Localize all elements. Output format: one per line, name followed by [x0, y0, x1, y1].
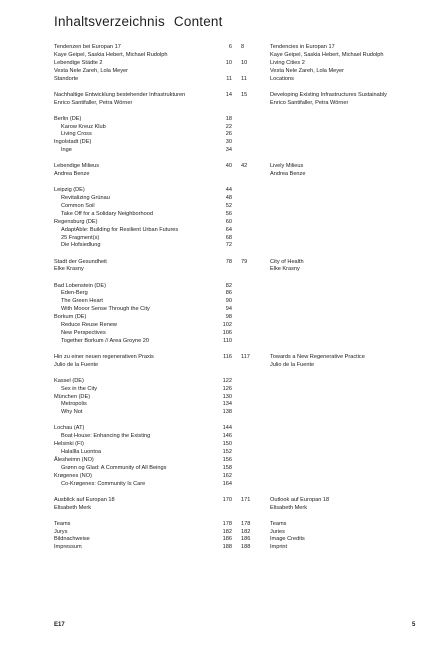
entry-title-de: Boat House: Enhancing the Existing: [61, 433, 151, 440]
footer-journal-label: E17: [54, 622, 65, 628]
toc-entry[interactable]: [54, 497, 398, 505]
toc-group: [54, 163, 398, 179]
page-number-en: 186: [241, 536, 251, 543]
page-number-de: 90: [225, 298, 232, 305]
entry-title-de: Ausblick auf Europan 18: [54, 496, 115, 503]
toc-entry[interactable]: [54, 425, 398, 433]
entry-title-de: Lochau (AT): [54, 425, 85, 432]
entry-title-de: Julio de la Fuente: [54, 361, 99, 368]
page-number-de: 11: [226, 75, 232, 82]
toc-entry[interactable]: [54, 171, 398, 179]
entry-title-en: Locations: [270, 75, 294, 82]
page-number-de: 72: [225, 242, 232, 249]
page-number-de: 48: [225, 195, 232, 202]
page-number-de: 162: [222, 472, 232, 479]
entry-title-de: With Mooor Sense Through the City: [61, 306, 150, 313]
entry-title-de: Take Off for a Solidary Neighborhood: [61, 210, 153, 217]
toc-entry[interactable]: [54, 322, 398, 330]
page-number-de: 34: [225, 147, 232, 154]
page-number-de: 134: [222, 401, 232, 408]
title-en: Content: [173, 14, 223, 29]
page-number-de: 102: [222, 321, 232, 328]
entry-title-de: Lebendige Milieus: [54, 163, 100, 170]
page-number-en: 188: [241, 544, 251, 551]
page-number-de: 44: [225, 187, 232, 194]
toc-entry[interactable]: [54, 219, 398, 227]
page-number-de: 152: [222, 449, 232, 456]
page-number-de: 56: [225, 210, 232, 217]
entry-title-de: 25 Fragment(s): [61, 234, 100, 241]
toc-group: [54, 425, 398, 488]
toc-entry[interactable]: [54, 195, 398, 203]
toc-entry[interactable]: [54, 457, 398, 465]
page-number-de: 130: [222, 393, 232, 400]
entry-title-en: Teams: [270, 520, 287, 527]
page-number-de: 178: [222, 520, 232, 527]
entry-title-de: Standorte: [54, 75, 79, 82]
page-number-de: 186: [222, 536, 232, 543]
toc-entry[interactable]: [54, 227, 398, 235]
toc-entry[interactable]: [54, 147, 398, 155]
toc-entry[interactable]: [54, 68, 398, 76]
page-number-en: 79: [241, 258, 248, 265]
toc-group: [54, 44, 398, 83]
entry-title-de: Leipzig (DE): [54, 187, 85, 194]
toc-group: [54, 259, 398, 275]
toc-entry[interactable]: [54, 100, 398, 108]
entry-title-en: Enrico Santifaller, Petra Wörner: [270, 99, 349, 106]
toc-entry[interactable]: [54, 235, 398, 243]
toc-entry[interactable]: [54, 283, 398, 291]
toc-entry[interactable]: [54, 433, 398, 441]
page-number-de: 122: [222, 377, 232, 384]
toc-entry[interactable]: [54, 521, 398, 529]
entry-title-de: Krøgenes (NO): [54, 472, 92, 479]
toc-entry[interactable]: [54, 139, 398, 147]
entry-title-de: Bildnachweise: [54, 536, 90, 543]
entry-title-de: Sex in the City: [61, 385, 98, 392]
entry-title-en: Vesta Nele Zareh, Lola Meyer: [270, 67, 344, 74]
entry-title-en: Developing Existing Infrastructures Sustainably: [270, 91, 387, 98]
toc-entry[interactable]: [54, 481, 398, 489]
entry-title-de: Kassel (DE): [54, 377, 84, 384]
entry-title-de: Why Not: [61, 409, 83, 416]
entry-title-en: Imprint: [270, 544, 288, 551]
entry-title-de: AdaptAble: Building for Resilient Urban Futures: [61, 226, 179, 233]
toc-entry[interactable]: [54, 76, 398, 84]
entry-title-de: Halallla Luontoa: [61, 449, 102, 456]
toc-entry[interactable]: [54, 473, 398, 481]
page-number-de: 52: [225, 203, 232, 209]
page-number-de: 22: [225, 123, 232, 130]
entry-title-de: Inge: [61, 147, 72, 154]
entry-title-de: Enrico Santifaller, Petra Wörner: [54, 99, 133, 106]
entry-title-en: Tendencies in Europan 17: [270, 44, 335, 50]
entry-title-de: New Perspectives: [61, 329, 106, 336]
toc-entry[interactable]: [54, 536, 398, 544]
entry-title-de: Jurys: [54, 528, 68, 535]
toc-entry[interactable]: [54, 338, 398, 346]
entry-title-en: Elke Krasny: [270, 266, 300, 273]
page-number-en: 178: [241, 520, 251, 527]
toc-entry[interactable]: [54, 124, 398, 132]
toc-group: [54, 354, 398, 370]
toc-entry[interactable]: [54, 529, 398, 537]
page-number-de: 94: [225, 306, 232, 313]
page-number-de: 164: [222, 480, 232, 487]
toc-entry[interactable]: [54, 52, 398, 60]
page-number-de: 30: [225, 139, 232, 146]
page-title: [54, 14, 223, 29]
page-number-de: 78: [225, 258, 232, 265]
toc-entry[interactable]: [54, 505, 398, 513]
toc-entry[interactable]: [54, 266, 398, 274]
page-number-de: 40: [225, 163, 232, 170]
footer-page-number: 5: [412, 622, 416, 628]
page-number-de: 144: [222, 425, 232, 432]
toc-entry[interactable]: [54, 203, 398, 211]
toc-entry[interactable]: [54, 44, 398, 52]
page-number-de: 138: [222, 409, 232, 416]
entry-title-en: Living Cities 2: [270, 59, 305, 66]
page-number-en: 11: [241, 75, 247, 82]
entry-title-de: Eden-Berg: [61, 290, 88, 297]
toc-entry[interactable]: [54, 330, 398, 338]
page-number-en: 42: [241, 163, 248, 170]
page-number-de: 146: [222, 433, 232, 440]
entry-title-de: Elisabeth Merk: [54, 504, 91, 511]
entry-title-de: Nachhaltige Entwicklung bestehender Infrastrukturen: [54, 91, 186, 98]
toc-entry[interactable]: [54, 394, 398, 402]
page-number-de: 126: [222, 385, 232, 392]
entry-title-en: Juries: [270, 528, 285, 535]
entry-title-de: Grønn og Glad: A Community of All Beings: [61, 464, 167, 471]
toc-entry[interactable]: [54, 92, 398, 100]
page-number-en: 8: [241, 44, 245, 50]
page-number-de: 14: [225, 91, 232, 98]
entry-title-en: Lively Milieus: [270, 163, 304, 170]
toc-entry[interactable]: [54, 131, 398, 139]
entry-title-de: Together Borkum // Area Groyne 20: [61, 337, 149, 344]
entry-title-de: Ålesheimn (NO): [54, 456, 94, 463]
toc-group: [54, 497, 398, 513]
toc-entry[interactable]: [54, 401, 398, 409]
toc-entry[interactable]: [54, 60, 398, 68]
entry-title-de: Karow Kreuz Klub: [61, 123, 106, 130]
entry-title-de: Teams: [54, 520, 71, 527]
toc-entry[interactable]: [54, 116, 398, 124]
entry-title-de: Common Soil: [61, 203, 95, 209]
toc-group: [54, 283, 398, 346]
page-number-de: 182: [222, 528, 232, 535]
entry-title-de: Bad Lobenstein (DE): [54, 282, 106, 289]
page-number-de: 116: [223, 353, 232, 360]
toc-entry[interactable]: [54, 314, 398, 322]
entry-title-de: München (DE): [54, 393, 91, 400]
page-number-de: 86: [225, 290, 232, 297]
toc-group: [54, 521, 398, 553]
page-number-de: 18: [225, 115, 232, 122]
entry-title-de: Living Cross: [61, 131, 92, 138]
page-number-de: 110: [223, 337, 232, 344]
entry-title-de: Impressum: [54, 544, 82, 551]
page-number-en: 171: [241, 496, 251, 503]
entry-title-de: Co-Krøgenes: Community Is Care: [61, 480, 146, 487]
toc-group: [54, 378, 398, 417]
entry-title-de: Revitalizing Grünau: [61, 195, 110, 202]
entry-title-en: City of Health: [270, 258, 304, 265]
toc-entry[interactable]: [54, 242, 398, 250]
entry-title-de: Reduce Reuse Renew: [61, 321, 117, 328]
toc-entry[interactable]: [54, 211, 398, 219]
toc-entry[interactable]: [54, 298, 398, 306]
page-number-de: 64: [225, 226, 232, 233]
toc-entry[interactable]: [54, 306, 398, 314]
toc-group: [54, 116, 398, 155]
entry-title-de: Stadt der Gesundheit: [54, 258, 107, 265]
entry-title-de: Ingolstadt (DE): [54, 139, 92, 146]
table-of-contents: [54, 44, 398, 560]
page-number-de: 106: [222, 329, 232, 336]
toc-entry[interactable]: [54, 187, 398, 195]
toc-entry[interactable]: [54, 386, 398, 394]
entry-title-de: The Green Heart: [61, 298, 103, 305]
entry-title-en: Image Credits: [270, 536, 305, 543]
entry-title-de: Regensburg (DE): [54, 218, 98, 225]
toc-entry[interactable]: [54, 409, 398, 417]
toc-entry[interactable]: [54, 465, 398, 473]
entry-title-de: Vesta Nele Zareh, Lola Meyer: [54, 67, 128, 74]
entry-title-de: Andrea Benze: [54, 171, 90, 178]
toc-entry[interactable]: [54, 354, 398, 362]
page-number-en: 117: [241, 353, 250, 360]
page-number-de: 82: [225, 282, 232, 289]
page-number-de: 26: [225, 131, 232, 138]
page-number-en: 182: [241, 528, 251, 535]
toc-entry[interactable]: [54, 441, 398, 449]
page-number-de: 150: [222, 441, 232, 448]
toc-entry[interactable]: [54, 378, 398, 386]
toc-entry[interactable]: [54, 362, 398, 370]
page-number-de: 6: [228, 44, 232, 50]
page-number-de: 60: [225, 218, 232, 225]
entry-title-de: Tendenzen bei Europan 17: [54, 44, 121, 50]
entry-title-en: Andrea Benze: [270, 171, 306, 178]
toc-entry[interactable]: [54, 163, 398, 171]
toc-entry[interactable]: [54, 449, 398, 457]
page-number-de: 170: [222, 496, 232, 503]
page-number-de: 158: [222, 464, 232, 471]
entry-title-de: Berlin (DE): [54, 115, 82, 122]
page-number-de: 98: [225, 314, 232, 321]
toc-entry[interactable]: [54, 290, 398, 298]
entry-title-de: Kaye Geipel, Saskia Hebert, Michael Rudolph: [54, 51, 168, 58]
entry-title-en: Outlook auf Europan 18: [270, 496, 330, 503]
entry-title-de: Helsinki (FI): [54, 441, 84, 448]
toc-entry[interactable]: [54, 544, 398, 552]
page-number-de: 68: [225, 234, 232, 241]
entry-title-de: Elke Krasny: [54, 266, 84, 273]
entry-title-en: Elisabeth Merk: [270, 504, 307, 511]
entry-title-de: Borkum (DE): [54, 314, 87, 321]
page-number-de: 10: [225, 59, 232, 66]
entry-title-de: Metropolis: [61, 401, 87, 408]
entry-title-de: Lebendige Städte 2: [54, 59, 103, 66]
toc-group: [54, 187, 398, 250]
toc-entry[interactable]: [54, 259, 398, 267]
page-number-en: 15: [241, 91, 248, 98]
entry-title-de: Die Hofsiedlung: [61, 242, 101, 249]
page-number-de: 188: [222, 544, 232, 551]
entry-title-en: Kaye Geipel, Saskia Hebert, Michael Rudolph: [270, 51, 384, 58]
page-number-en: 10: [241, 59, 248, 66]
entry-title-en: Towards a New Regenerative Practice: [270, 353, 365, 360]
entry-title-de: Hin zu einer neuen regenerativen Praxis: [54, 353, 154, 360]
toc-group: [54, 92, 398, 108]
title-de: Inhaltsverzeichnis: [54, 14, 165, 29]
entry-title-en: Julio de la Fuente: [270, 361, 315, 368]
page-number-de: 156: [222, 456, 232, 463]
